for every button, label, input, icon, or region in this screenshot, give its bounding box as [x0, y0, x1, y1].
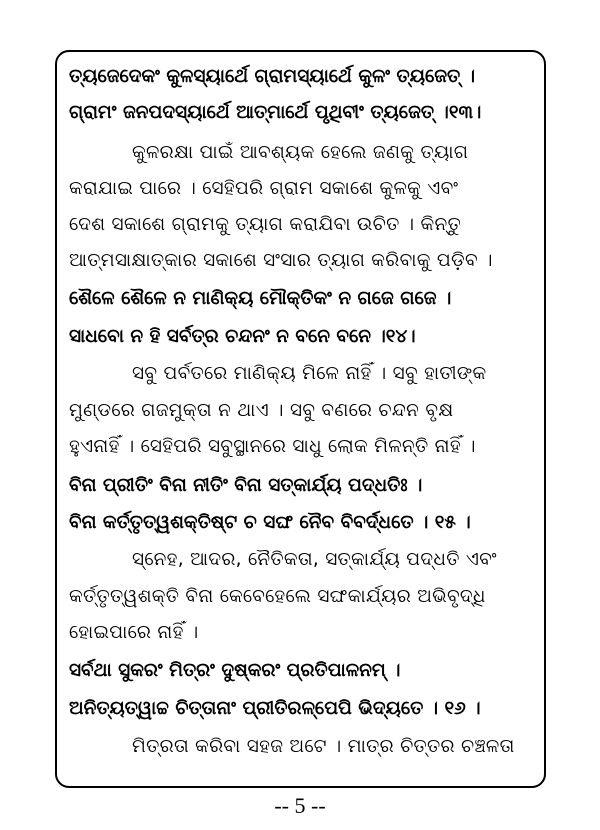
explanation-15-line-2: କର୍ତ୍ତୃତ୍ୱଶକ୍ତି ବିନା କେବେହେଲେ ସଙ୍ଘକାର୍ଯ୍ୟର ଅଭିବୃଦ୍ଧି	[69, 586, 486, 607]
verse-16-line-2: ଅନିତ୍ୟତ୍ୱାଚ୍ଚ ଚିତ୍ତାନାଂ ପ୍ରୀତିରଳ୍ପେପି ଭିଦ୍ୟତେ । ୧୬ ।	[69, 698, 481, 719]
explanation-14-line-1: ସବୁ ପର୍ବତରେ ମାଣିକ୍ୟ ମିଳେ ନାହିଁ । ସବୁ ହାତୀଙ୍କ	[132, 363, 487, 384]
explanation-15-line-3: ହୋଇପାରେ ନାହିଁ ।	[69, 622, 199, 643]
verse-15-line-1: ବିନା ପ୍ରୀତିଂ ବିନା ନୀତିଂ ବିନା ସତ୍କାର୍ଯ୍ୟ ପଦ୍ଧତିଃ ।	[69, 475, 423, 496]
explanation-15-line-1: ସ୍ନେହ, ଆଦର, ନୈତିକତା, ସତ୍କାର୍ଯ୍ୟ ପଦ୍ଧତି ଏବଂ	[132, 549, 497, 570]
verse-16-line-1: ସର୍ବଥା ସୁକରଂ ମିତ୍ରଂ ଦୁଷ୍କରଂ ପ୍ରତିପାଳନମ୍ ।	[69, 660, 401, 681]
explanation-14-line-2: ମୁଣ୍ଡରେ ଗଜମୁକ୍ତା ନ ଥାଏ । ସବୁ ବଣରେ ଚନ୍ଦନ ବୃକ୍ଷ	[69, 400, 454, 421]
explanation-13-line-3: ଦେଶ ସକାଶେ ଗ୍ରାମକୁ ତ୍ୟାଗ କରାଯିବା ଉଚିତ । କିନ୍ତୁ	[69, 214, 462, 235]
explanation-13-line-2: କରାଯାଇ ପାରେ । ସେହିପରି ଗ୍ରାମ ସକାଶେ କୁଳକୁ ଏବଂ	[69, 178, 459, 199]
explanation-13-line-1: କୁଳରକ୍ଷା ପାଇଁ ଆବଶ୍ୟକ ହେଲେ ଜଣକୁ ତ୍ୟାଗ	[132, 142, 469, 163]
verse-14-line-2: ସାଧବୋ ନ ହି ସର୍ବତ୍ର ଚନ୍ଦନଂ ନ ବନେ ବନେ ।୧୪।	[69, 326, 416, 347]
verse-13-line-1: ତ୍ୟଜେଦେକଂ କୁଳସ୍ୟାର୍ଥେ ଗ୍ରାମସ୍ୟାର୍ଥେ କୁଳଂ ତ୍ୟଜେତ୍ ।	[69, 66, 476, 87]
verse-13-line-2: ଗ୍ରାମଂ ଜନପଦସ୍ୟାର୍ଥେ ଆତ୍ମାର୍ଥେ ପୃଥିବୀଂ ତ୍ୟଜେତ୍ ।୧୩।	[69, 102, 482, 123]
page-number: -- 5 --	[274, 793, 326, 818]
page-border	[55, 50, 546, 788]
verse-14-line-1: ଶୈଳେ ଶୈଳେ ନ ମାଣିକ୍ୟ ମୌକ୍ତିକଂ ନ ଗଜେ ଗଜେ ।	[69, 288, 452, 309]
explanation-13-line-4: ଆତ୍ମସାକ୍ଷାତ୍କାର ସକାଶେ ସଂସାର ତ୍ୟାଗ କରିବାକୁ ପଡ଼ିବ ।	[69, 250, 493, 271]
explanation-14-line-3: ହୁଏନାହିଁ । ସେହିପରି ସବୁସ୍ଥାନରେ ସାଧୁ ଲୋକ ମିଳନ୍ତି ନାହିଁ ।	[69, 436, 476, 457]
explanation-16-line-1: ମିତ୍ରତା କରିବା ସହଜ ଅଟେ । ମାତ୍ର ଚିତ୍ତର ଚଞ୍ଚଳତା	[132, 736, 515, 757]
verse-15-line-2: ବିନା କର୍ତ୍ତୃତ୍ୱଶକ୍ତିଷ୍ଟ ଚ ସଙ୍ଘ ନୈବ ବିବର୍ଦ୍ଧତେ । ୧୫ ।	[69, 512, 471, 533]
